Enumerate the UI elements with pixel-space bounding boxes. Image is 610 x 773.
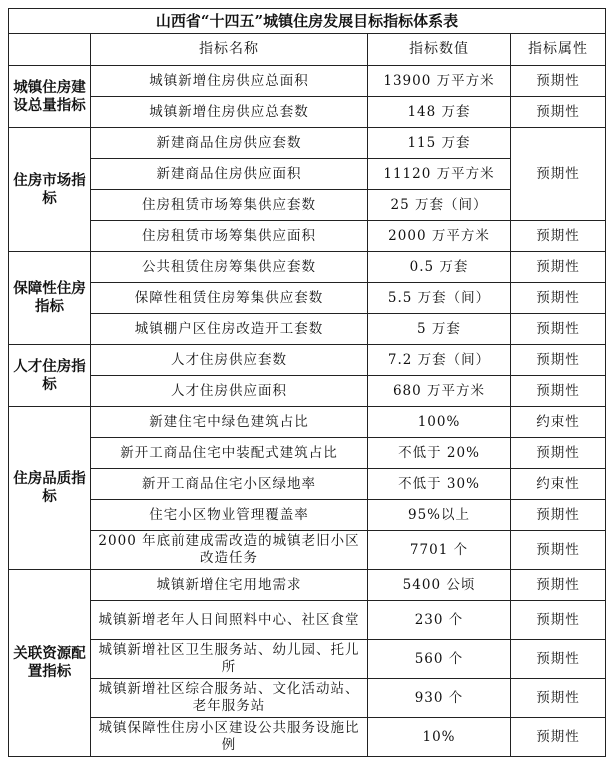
table-row xyxy=(9,376,606,407)
indicator-name: 新开工商品住宅中装配式建筑占比 xyxy=(91,438,368,469)
indicator-name: 人才住房供应面积 xyxy=(91,376,368,407)
indicator-attr: 约束性 xyxy=(511,407,606,438)
indicator-attr: 预期性 xyxy=(511,97,606,128)
indicator-attr: 预期性 xyxy=(511,679,606,718)
indicator-name: 住房租赁市场筹集供应套数 xyxy=(91,190,368,221)
indicator-name: 2000 年底前建成需改造的城镇老旧小区改造任务 xyxy=(91,531,368,570)
indicator-name: 新建住宅中绿色建筑占比 xyxy=(91,407,368,438)
indicator-name: 城镇新增住宅用地需求 xyxy=(91,570,368,601)
indicator-value: 95%以上 xyxy=(368,500,511,531)
table-row xyxy=(9,718,606,757)
indicator-attr: 预期性 xyxy=(511,718,606,757)
table-row xyxy=(9,438,606,469)
indicator-name: 城镇新增社区卫生服务站、幼儿园、托儿所 xyxy=(91,640,368,679)
category-cell: 人才住房指标 xyxy=(9,345,91,407)
indicator-name: 城镇保障性住房小区建设公共服务设施比例 xyxy=(91,718,368,757)
indicator-value: 11120 万平方米 xyxy=(368,159,511,190)
table-row xyxy=(9,601,606,640)
indicator-value: 148 万套 xyxy=(368,97,511,128)
table-row xyxy=(9,469,606,500)
table-row xyxy=(9,221,606,252)
indicator-attr: 预期性 xyxy=(511,252,606,283)
indicator-name: 城镇新增老年人日间照料中心、社区食堂 xyxy=(91,601,368,640)
table-row xyxy=(9,345,606,376)
indicator-value: 930 个 xyxy=(368,679,511,718)
indicator-attr: 预期性 xyxy=(511,438,606,469)
indicator-name: 城镇棚户区住房改造开工套数 xyxy=(91,314,368,345)
indicator-name: 城镇新增住房供应总套数 xyxy=(91,97,368,128)
category-cell: 住房市场指标 xyxy=(9,128,91,252)
indicator-value: 5400 公顷 xyxy=(368,570,511,601)
table-row xyxy=(9,531,606,570)
indicator-value: 5 万套 xyxy=(368,314,511,345)
indicator-value: 2000 万平方米 xyxy=(368,221,511,252)
indicator-value: 5.5 万套（间） xyxy=(368,283,511,314)
indicator-attr: 预期性 xyxy=(511,640,606,679)
table-row xyxy=(9,66,606,97)
indicator-attr: 预期性 xyxy=(511,570,606,601)
indicator-value: 115 万套 xyxy=(368,128,511,159)
indicator-value: 7.2 万套（间） xyxy=(368,345,511,376)
indicator-name: 新建商品住房供应套数 xyxy=(91,128,368,159)
indicator-value: 230 个 xyxy=(368,601,511,640)
indicator-value: 10% xyxy=(368,718,511,757)
indicator-name: 住房租赁市场筹集供应面积 xyxy=(91,221,368,252)
indicator-value: 7701 个 xyxy=(368,531,511,570)
table-row xyxy=(9,570,606,601)
indicator-value: 不低于 20% xyxy=(368,438,511,469)
indicator-name: 新开工商品住宅小区绿地率 xyxy=(91,469,368,500)
table-row xyxy=(9,500,606,531)
indicator-value: 560 个 xyxy=(368,640,511,679)
indicator-attr: 预期性 xyxy=(511,283,606,314)
header-attr: 指标属性 xyxy=(511,34,606,66)
table-row xyxy=(9,252,606,283)
indicator-value: 0.5 万套 xyxy=(368,252,511,283)
indicator-name: 公共租赁住房筹集供应套数 xyxy=(91,252,368,283)
table-row xyxy=(9,128,606,159)
category-cell: 住房品质指标 xyxy=(9,407,91,570)
indicator-name: 城镇新增社区综合服务站、文化活动站、老年服务站 xyxy=(91,679,368,718)
indicator-attr: 约束性 xyxy=(511,469,606,500)
indicator-attr: 预期性 xyxy=(511,531,606,570)
category-cell: 关联资源配置指标 xyxy=(9,570,91,757)
indicator-attr: 预期性 xyxy=(511,314,606,345)
table-row xyxy=(9,407,606,438)
category-cell: 城镇住房建设总量指标 xyxy=(9,66,91,128)
indicator-attr: 预期性 xyxy=(511,221,606,252)
table-row xyxy=(9,283,606,314)
category-cell: 保障性住房指标 xyxy=(9,252,91,345)
table-title: 山西省“十四五”城镇住房发展目标指标体系表 xyxy=(9,9,606,34)
table-row xyxy=(9,314,606,345)
indicator-attr: 预期性 xyxy=(511,376,606,407)
indicator-value: 25 万套（间） xyxy=(368,190,511,221)
table-row xyxy=(9,640,606,679)
indicator-value: 不低于 30% xyxy=(368,469,511,500)
indicator-name: 保障性租赁住房筹集供应套数 xyxy=(91,283,368,314)
indicator-attr: 预期性 xyxy=(511,500,606,531)
indicator-name: 新建商品住房供应面积 xyxy=(91,159,368,190)
indicator-value: 680 万平方米 xyxy=(368,376,511,407)
indicator-name: 城镇新增住房供应总面积 xyxy=(91,66,368,97)
indicator-attr: 预期性 xyxy=(511,601,606,640)
header-value: 指标数值 xyxy=(368,34,511,66)
indicator-attr: 预期性 xyxy=(511,128,606,221)
header-category xyxy=(9,34,91,66)
indicator-attr: 预期性 xyxy=(511,66,606,97)
indicator-name: 人才住房供应套数 xyxy=(91,345,368,376)
indicator-table xyxy=(8,8,606,757)
indicator-attr: 预期性 xyxy=(511,345,606,376)
indicator-name: 住宅小区物业管理覆盖率 xyxy=(91,500,368,531)
indicator-value: 100% xyxy=(368,407,511,438)
header-name: 指标名称 xyxy=(91,34,368,66)
table-row xyxy=(9,679,606,718)
table-row xyxy=(9,97,606,128)
indicator-value: 13900 万平方米 xyxy=(368,66,511,97)
